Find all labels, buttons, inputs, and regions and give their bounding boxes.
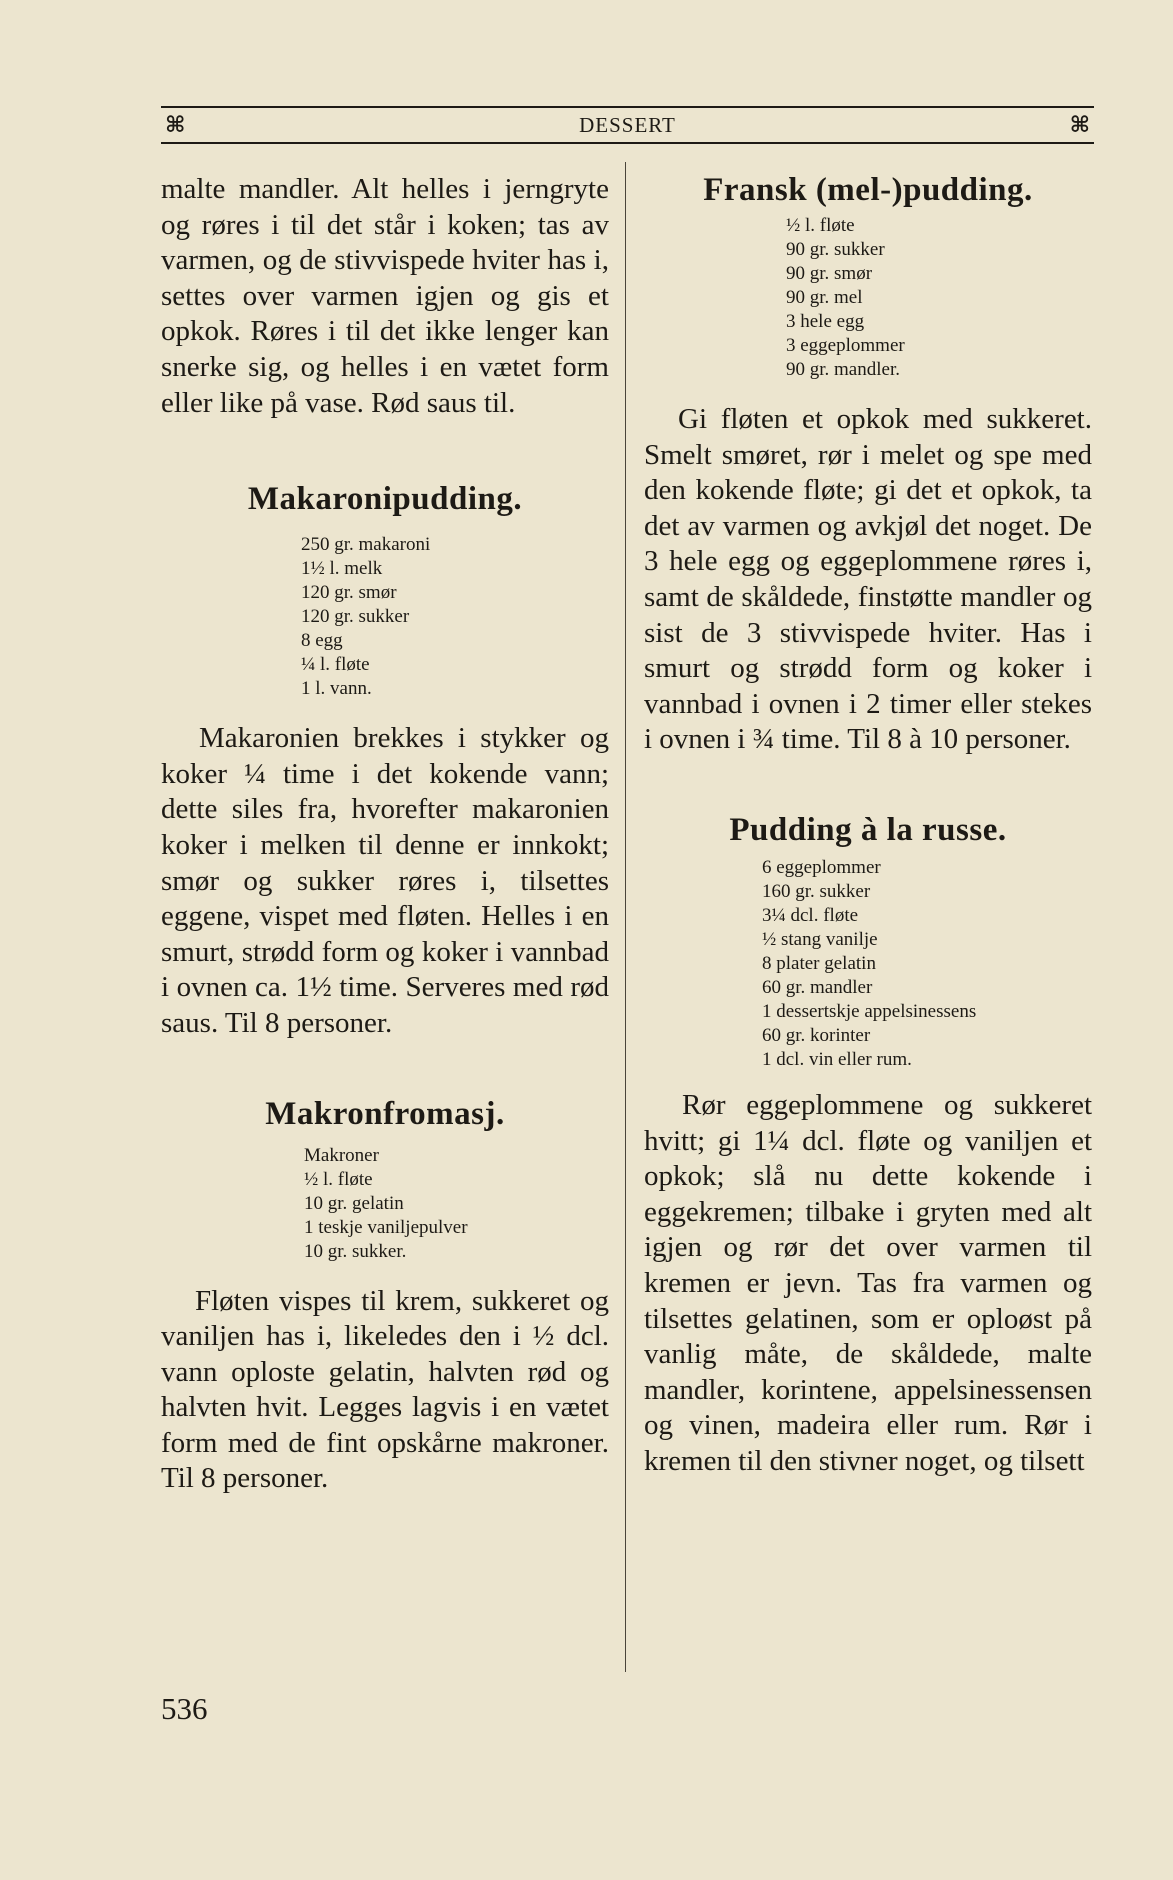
- ingredient-list-fransk-melpudding: [786, 214, 1092, 382]
- recipe-title-fransk-melpudding: Fransk (mel-)pudding.: [703, 172, 1033, 208]
- ingredient-list-makaronipudding: [301, 533, 609, 701]
- ingredient-item: 3 hele egg: [786, 311, 865, 332]
- ornament-right-icon: ⌘: [1069, 112, 1090, 137]
- header-rule-top: [161, 106, 1094, 108]
- recipe-title-makronfromasj: Makronfromasj.: [265, 1095, 505, 1132]
- ingredient-item: ½ l. fløte: [786, 215, 855, 236]
- ingredient-item: 10 gr. sukker.: [304, 1240, 407, 1262]
- ingredient-item: 250 gr. makaroni: [301, 534, 431, 556]
- running-header: [161, 106, 1094, 144]
- column-divider: [625, 162, 626, 1672]
- ingredient-item: 90 gr. mel: [786, 287, 863, 308]
- ingredient-item: 90 gr. sukker: [786, 239, 885, 260]
- ingredient-item: 90 gr. smør: [786, 263, 873, 284]
- ingredient-item: 160 gr. sukker: [762, 880, 871, 902]
- ingredient-item: 120 gr. smør: [301, 582, 397, 604]
- ingredient-item: 90 gr. mandler.: [786, 359, 900, 380]
- ingredient-item: ¼ l. fløte: [301, 654, 370, 676]
- recipe-method-makronfromasj: Fløten vispes til krem, sukkeret og vaniljen has i, likeledes den i ½ dcl. vann oploste gelatin, halvten rød og halvten hvit. Legges lagvis i en vætet form med de fint opskårne makroner. Til 8 personer.: [161, 1284, 609, 1495]
- left-column: [161, 172, 609, 1497]
- ingredient-item: 1 dessertskje appelsinessens: [762, 1000, 977, 1022]
- ingredient-item: 1 dcl. vin eller rum.: [762, 1048, 912, 1070]
- ornament-left-icon: ⌘: [165, 112, 186, 137]
- ingredient-item: 8 plater gelatin: [762, 952, 876, 974]
- ingredient-item: 6 eggeplommer: [762, 856, 881, 878]
- ingredient-item: 1½ l. melk: [301, 558, 383, 580]
- ingredient-item: 1 l. vann.: [301, 678, 372, 700]
- recipe-method-pudding-a-la-russe: Rør eggeplommene og sukkeret hvitt; gi 1¼ dcl. fløte og vaniljen et opkok; slå nu dette kokende i eggekremen; tilbake i gryten med alt igjen og rør det over varmen til kremen er jevn. Tas fra varmen og tilsettes gelatinen, som er oploøst på vanlig måte, de skåldede, malte mandler, korintene, appelsinessensen og vinen, madeira eller rum. Rør i kremen til den stivner noget, og tilsett: [644, 1088, 1092, 1477]
- recipe-title-makaronipudding: Makaronipudding.: [247, 481, 523, 518]
- header-title: DESSERT: [579, 113, 676, 137]
- recipe-title-pudding-a-la-russe: Pudding à la russe.: [729, 811, 1007, 848]
- ingredient-item: Makroner: [304, 1144, 379, 1166]
- right-column: [644, 172, 1092, 1479]
- ingredient-list-makronfromasj: [304, 1144, 609, 1264]
- continued-text: malte mandler. Alt helles i jerngryte og røres i til det står i koken; tas av varmen, og de stivvispede hviter has i, settes over varmen igjen og gis et opkok. Røres i til det ikke lenger kan snerke sig, og helles i en vætet form eller like på vase. Rød saus til.: [161, 173, 609, 419]
- recipe-method-fransk-melpudding: Gi fløten et opkok med sukkeret. Smelt smøret, rør i melet og spe med den kokende fløte; gi det et opkok, ta det av varmen og avkjøl det noget. De 3 hele egg og eggeplommene røres i, samt de skåldede, finstøtte mandler og sist de 3 stivvispede hviter. Has i smurt og strødd form og koker i vannbad i ovnen i 2 timer eller stekes i ovnen i ¾ time. Til 8 à 10 personer.: [644, 403, 1092, 756]
- header-rule-bottom: [161, 142, 1094, 144]
- ingredient-item: 1 teskje vaniljepulver: [304, 1216, 468, 1238]
- ingredient-list-pudding-a-la-russe: [762, 856, 1092, 1072]
- recipe-method-makaronipudding: Makaronien brekkes i stykker og koker ¼ time i det kokende vann; dette siles fra, hvorefter makaronien koker i melken til denne er innkokt; smør og sukker røres i, tilsettes eggene, vispet med fløten. Helles i en smurt, strødd form og koker i vannbad i ovnen ca. 1½ time. Serveres med rød saus. Til 8 personer.: [161, 722, 609, 1039]
- page-number: 536: [161, 1691, 208, 1726]
- ingredient-item: 3¼ dcl. fløte: [762, 904, 859, 926]
- ingredient-item: 3 eggeplommer: [786, 335, 905, 356]
- ingredient-item: 8 egg: [301, 630, 343, 652]
- ingredient-item: 60 gr. mandler: [762, 976, 873, 998]
- ingredient-item: ½ l. fløte: [304, 1168, 373, 1190]
- ingredient-item: 60 gr. korinter: [762, 1024, 871, 1046]
- ingredient-item: 10 gr. gelatin: [304, 1192, 404, 1214]
- ingredient-item: ½ stang vanilje: [762, 928, 878, 950]
- ingredient-item: 120 gr. sukker: [301, 606, 410, 628]
